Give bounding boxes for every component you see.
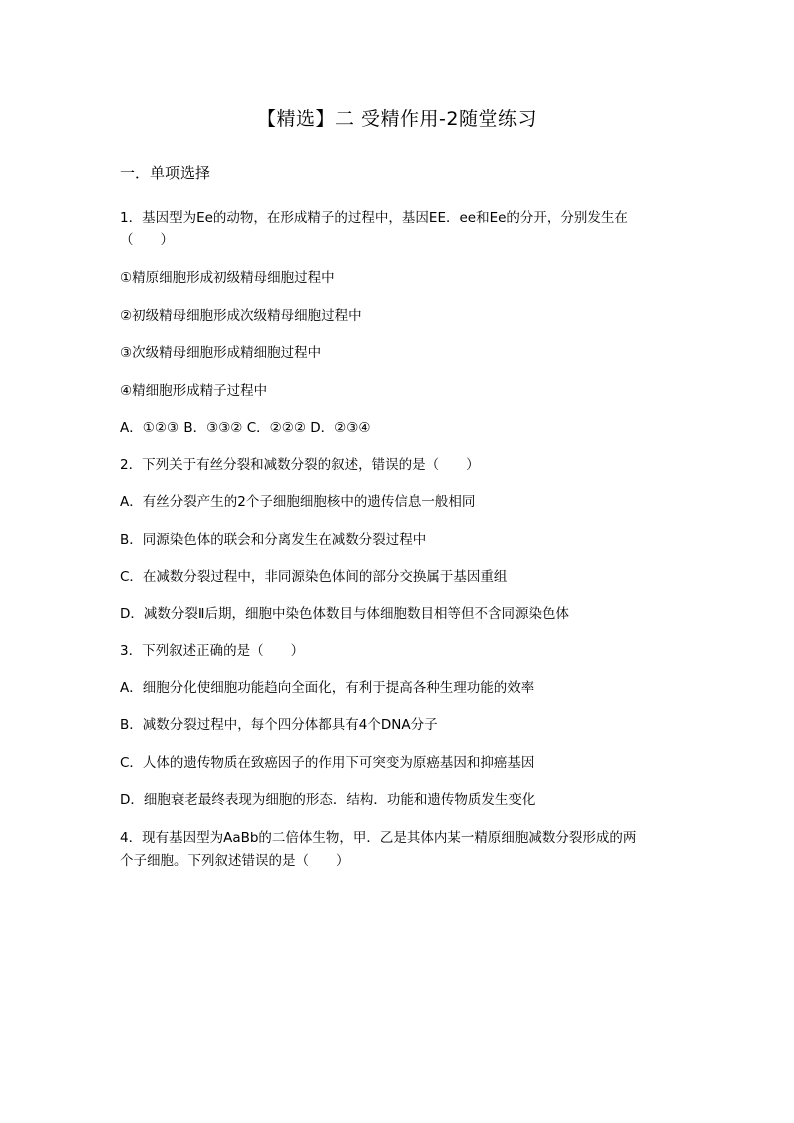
question-1-statement-4: ④精细胞形成精子过程中 <box>120 383 268 399</box>
question-2-option-d: D．减数分裂Ⅱ后期，细胞中染色体数目与体细胞数目相等但不含同源染色体 <box>120 606 570 622</box>
question-3-stem: 3．下列叙述正确的是（ ） <box>120 643 305 659</box>
question-2-option-c: C．在减数分裂过程中，非同源染色体间的部分交换属于基因重组 <box>120 569 508 585</box>
page-title: 【精选】二 受精作用-2随堂练习 <box>257 108 537 130</box>
question-1-options: A．①②③ B．③③② C．②②② D．②③④ <box>120 420 371 436</box>
question-3-option-a: A．细胞分化使细胞功能趋向全面化，有利于提高各种生理功能的效率 <box>120 680 535 696</box>
question-4-stem-line-2: 个子细胞。下列叙述错误的是（ ） <box>120 853 350 869</box>
question-1-statement-1: ①精原细胞形成初级精母细胞过程中 <box>120 270 335 286</box>
question-2-option-b: B．同源染色体的联会和分离发生在减数分裂过程中 <box>120 532 427 548</box>
question-1-stem-line-2: （ ） <box>120 232 174 248</box>
question-2-stem: 2．下列关于有丝分裂和减数分裂的叙述，错误的是（ ） <box>120 457 480 473</box>
question-3-option-c: C．人体的遗传物质在致癌因子的作用下可突变为原癌基因和抑癌基因 <box>120 755 535 771</box>
question-1-statement-3: ③次级精母细胞形成精细胞过程中 <box>120 345 322 361</box>
question-2-option-a: A．有丝分裂产生的2个子细胞细胞核中的遗传信息一般相同 <box>120 494 476 510</box>
question-4-stem-line-1: 4．现有基因型为AaBb的二倍体生物，甲．乙是其体内某一精原细胞减数分裂形成的两 <box>120 830 637 846</box>
question-1-statement-2: ②初级精母细胞形成次级精母细胞过程中 <box>120 308 362 324</box>
question-3-option-b: B．减数分裂过程中，每个四分体都具有4个DNA分子 <box>120 717 438 733</box>
section-heading: 一．单项选择 <box>120 164 211 182</box>
question-1-stem-line-1: 1．基因型为Ee的动物，在形成精子的过程中，基因EE．ee和Ee的分开，分别发生在 <box>120 210 628 226</box>
question-3-option-d: D．细胞衰老最终表现为细胞的形态．结构．功能和遗传物质发生变化 <box>120 792 536 808</box>
